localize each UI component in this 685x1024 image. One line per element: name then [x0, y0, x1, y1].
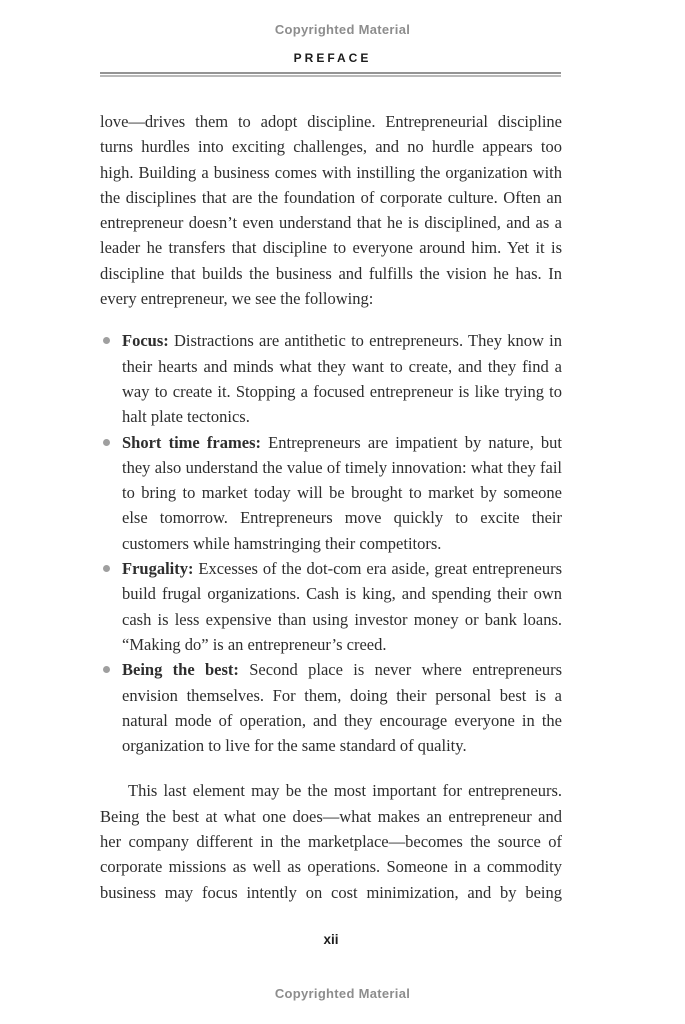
bullet-term: Frugality:	[122, 559, 194, 579]
page-content	[100, 109, 562, 905]
list-item	[100, 657, 562, 758]
page-number: xii	[323, 932, 339, 947]
bullet-text: Entrepreneurs are impatient by nature, but they also understand the value of timely innovation: what they fail to bring to market today will be brought to market by someone else tomorrow. Entrepreneurs move quickly to excite their customers while hamstringing their competitors.	[122, 432, 563, 553]
list-item	[100, 430, 562, 556]
body-paragraph: love—drives them to adopt discipline. Entrepreneurial discipline turns hurdles into exciting challenges, and no hurdle appears too high. Building a business comes with instilling the organization with the disciplines that are the foundation of corporate culture. Often an entrepreneur doesn’t even understand that he is disciplined, and as a leader he transfers that discipline to everyone around him. Yet it is discipline that builds the business and fulfills the vision he has. In every entrepreneur, we see the following:	[100, 112, 562, 309]
bullet-term: Short time frames:	[122, 432, 261, 452]
copyright-notice-bottom: Copyrighted Material	[274, 986, 411, 1001]
bullet-text: Second place is never where entrepreneurs envision themselves. For them, doing their personal best is a natural mode of operation, and they encourage everyone in the organization to live for the same standard of quality.	[122, 660, 562, 756]
bullet-list	[100, 328, 562, 758]
bullet-term: Focus:	[122, 331, 169, 351]
list-item	[100, 556, 562, 657]
copyright-notice-top: Copyrighted Material	[274, 22, 411, 37]
chapter-title: PREFACE	[293, 51, 372, 65]
bullet-text: Distractions are antithetic to entrepreneurs. They know in their hearts and minds what they want to create, and they find a way to create it. Stopping a focused entrepreneur is like trying to halt plate tectonics.	[122, 331, 562, 427]
body-paragraph: This last element may be the most important for entrepreneurs. Being the best at what one does—what makes an entrepreneur and her company different in the marketplace—becomes the source of corporate missions as well as operations. Someone in a commodity business may focus intently on cost minimization, and by being	[100, 781, 562, 902]
list-item	[100, 328, 562, 429]
header-rule	[100, 72, 561, 77]
bullet-term: Being the best:	[122, 660, 239, 680]
bullet-text: Excesses of the dot-com era aside, great entrepreneurs build frugal organizations. Cash is king, and spending their own cash is less expensive than using investor money or bank loans. “Making do” is an entrepreneur’s creed.	[122, 559, 562, 654]
